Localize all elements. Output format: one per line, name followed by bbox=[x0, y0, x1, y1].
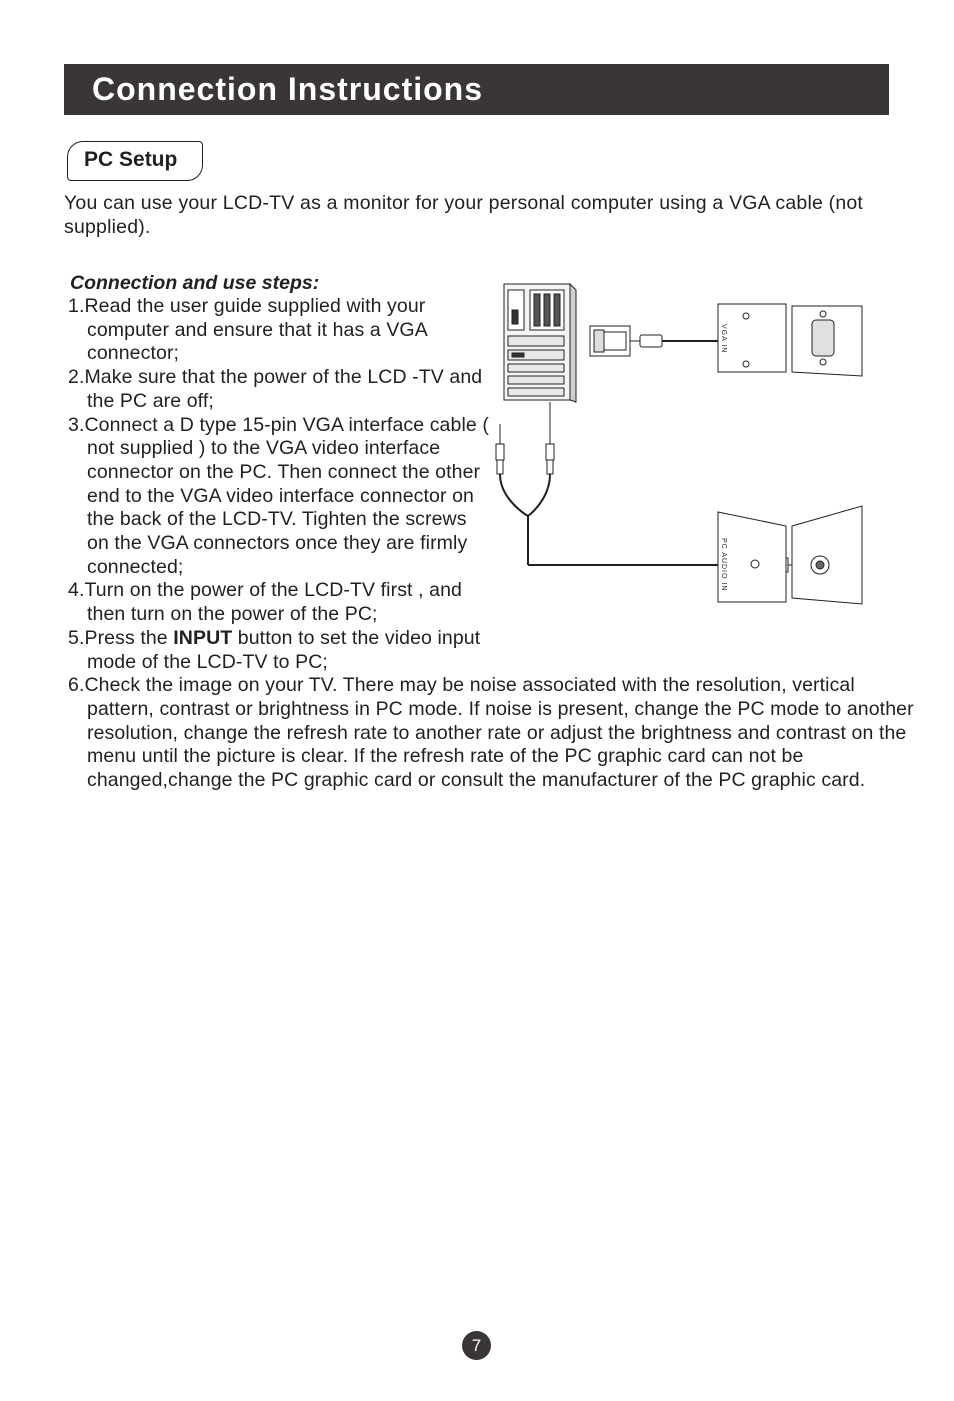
step-3: 3.Connect a D type 15-pin VGA interface cable ( not supplied ) to the VGA video interface connector on the PC. Then connect the other end to the VGA video interface connector on the back of the LCD-TV. Tighten the screws on the VGA connectors once they are firmly connected; bbox=[68, 413, 489, 578]
section-badge bbox=[67, 141, 203, 181]
step-5-prefix: 5.Press the bbox=[68, 626, 174, 649]
vga-in-label: VGA IN bbox=[720, 324, 727, 354]
steps-heading: Connection and use steps: bbox=[70, 272, 320, 294]
pc-audio-in-label: PC AUDIO IN bbox=[720, 538, 727, 592]
input-key-label: INPUT bbox=[173, 626, 233, 649]
step-2: 2.Make sure that the power of the LCD -TV and the PC are off; bbox=[68, 366, 483, 412]
tv-vga-panel-illustration bbox=[718, 304, 862, 376]
step-4: 4.Turn on the power of the LCD-TV first , and then turn on the power of the PC; bbox=[68, 579, 462, 626]
page-number: 7 bbox=[462, 1331, 491, 1360]
title-bar bbox=[64, 64, 889, 115]
page-title: Connection Instructions bbox=[92, 71, 483, 107]
step-1: 1.Read the user guide supplied with your computer and ensure that it has a VGA connector; bbox=[68, 295, 427, 365]
connection-diagram bbox=[490, 280, 870, 610]
section-title: PC Setup bbox=[84, 148, 178, 171]
intro-paragraph: You can use your LCD-TV as a monitor for your personal computer using a VGA cable (not supplied). bbox=[64, 192, 864, 238]
step-6: 6.Check the image on your TV. There may be noise associated with the resolution, vertical pattern, contrast or brightness in PC mode. If noise is present, change the PC mode to another resolution, change the refresh rate to another rate or adjust the brightness and contrast on the menu until the picture is clear. If the refresh rate of the PC graphic card can not be changed,change the PC graphic card or consult the manufacturer of the PC graphic card. bbox=[68, 674, 914, 792]
step-5-suffix: button to set the video input mode of the LCD-TV to PC; bbox=[87, 626, 481, 673]
pc-tower-illustration bbox=[504, 284, 576, 402]
step-5 bbox=[68, 627, 493, 674]
tv-audio-panel-illustration bbox=[718, 506, 862, 604]
